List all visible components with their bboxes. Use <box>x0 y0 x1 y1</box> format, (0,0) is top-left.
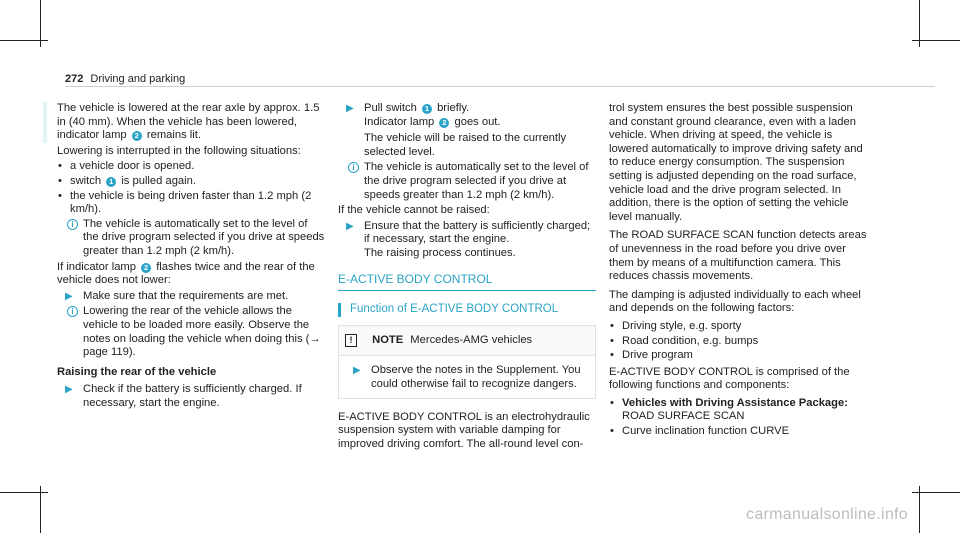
page-header <box>65 73 185 87</box>
crop-mark <box>912 492 960 493</box>
step-item: ▶ Observe the notes in the Supplement. You could otherwise fail to recognize dangers. <box>353 364 581 390</box>
step-arrow-icon: ▶ <box>346 103 354 114</box>
step-arrow-icon: ▶ <box>346 220 354 232</box>
body-paragraph: The ROAD SURFACE SCAN function detects areas of unevenness in the road before you drive over them by means of a multifunction camera. This reduces chassis movements. <box>609 229 867 283</box>
step-item: ▶ Make sure that the requirements are met. <box>65 289 289 302</box>
note-box-body <box>339 356 595 397</box>
interrupted-intro: Lowering is interrupted in the following situations: <box>57 144 301 157</box>
step-item: ▶ Pull switch 1 briefly. Indicator lamp 2 goes out. The vehicle will be raised to the currently selected level. <box>338 102 596 159</box>
list-item: • the vehicle is being driven faster than 1.2 mph (2 km/h). <box>57 190 325 217</box>
section-heading: E-ACTIVE BODY CONTROL <box>338 273 596 292</box>
info-icon: i <box>67 306 78 317</box>
info-note: i Lowering the rear of the vehicle allows the vehicle to be loaded more easily. Observe the notes on loading the vehicle when doing this (→ page 119). <box>57 305 325 359</box>
crop-mark <box>0 492 48 493</box>
info-note: i The vehicle is automatically set to the level of the drive program selected if you drive at speeds greater than 1.2 mph (2 km/h). <box>57 218 325 259</box>
body-paragraph: trol system ensures the best possible suspension and constant ground clearance, even with a laden vehicle. When driving at speed, the vehicle is lowered automatically to improve driving safety and to reduce energy consumption. The suspension setting is adjusted depending on the road surface, vehicle load and the drive program selected. In addition, there is the option of setting the vehicle level manually. <box>609 102 863 223</box>
note-title: Mercedes-AMG vehicles <box>410 333 533 346</box>
page-number: 272 <box>65 73 84 85</box>
column-3 <box>609 102 871 440</box>
list-item: • switch 1 is pulled again. <box>57 175 325 189</box>
body-paragraph: E-ACTIVE BODY CONTROL is comprised of the following functions and components: <box>609 365 850 392</box>
list-item: • Drive program <box>609 349 871 363</box>
watermark: carmanualsonline.info <box>746 506 908 523</box>
page-title: Driving and parking <box>90 73 186 85</box>
step-item: ▶ Ensure that the battery is sufficiently charged; if necessary, start the engine. The raising process continues. <box>346 219 591 259</box>
crop-mark <box>912 40 960 41</box>
note-box <box>338 325 596 399</box>
header-rule <box>65 86 935 87</box>
list-item: • Road condition, e.g. bumps <box>609 335 871 349</box>
cannot-raise-text: If the vehicle cannot be raised: <box>338 204 490 217</box>
switch-badge-1: 1 <box>422 104 432 114</box>
crop-mark <box>919 486 920 533</box>
indicator-badge-2: 2 <box>141 263 151 273</box>
step-arrow-icon: ▶ <box>353 365 361 377</box>
info-icon: i <box>348 162 359 173</box>
list-item: • Driving style, e.g. sporty <box>609 320 871 334</box>
indicator-badge-2: 2 <box>132 131 142 141</box>
package-item: ROAD SURFACE SCAN <box>622 410 745 423</box>
crop-mark <box>40 486 41 533</box>
list-item: • Curve inclination function CURVE <box>609 425 871 439</box>
note-box-header <box>339 326 595 357</box>
lowered-note: The vehicle is lowered at the rear axle by approx. 1.5 in (40 mm). When the vehicle has been lowered, indicator lamp 2 remains lit. <box>43 102 325 143</box>
package-label: • Vehicles with Driving Assistance Package: <box>622 396 848 409</box>
crop-mark <box>0 40 48 41</box>
raising-heading: Raising the rear of the vehicle <box>57 365 217 378</box>
info-icon: i <box>67 219 78 230</box>
flash-note: If indicator lamp 2 flashes twice and the rear of the vehicle does not lower: <box>57 260 315 287</box>
body-paragraph: E-ACTIVE BODY CONTROL is an electrohydraulic suspension system with variable damping for improved driving comfort. The all-round level con- <box>338 410 590 450</box>
body-paragraph: The damping is adjusted individually to each wheel and depends on the following factors: <box>609 288 861 315</box>
step-arrow-icon: ▶ <box>65 290 73 302</box>
step-item: ▶ Check if the battery is sufficiently charged. If necessary, start the engine. <box>65 383 302 409</box>
column-2 <box>338 102 596 453</box>
switch-badge-1: 1 <box>106 177 116 187</box>
info-note: i The vehicle is automatically set to the level of the drive program selected if you drive at speeds greater than 1.2 mph (2 km/h). <box>338 161 596 202</box>
step-arrow-icon: ▶ <box>65 384 73 396</box>
column-1 <box>57 102 325 412</box>
raised-text: The vehicle will be raised to the currently selected level. <box>364 132 567 158</box>
list-item <box>609 397 871 424</box>
exclamation-icon: ! <box>345 334 357 347</box>
indicator-badge-2: 2 <box>439 118 449 128</box>
subsection-heading: Function of E-ACTIVE BODY CONTROL <box>338 303 596 317</box>
note-label: NOTE <box>372 333 404 346</box>
list-item: • a vehicle door is opened. <box>57 160 325 174</box>
